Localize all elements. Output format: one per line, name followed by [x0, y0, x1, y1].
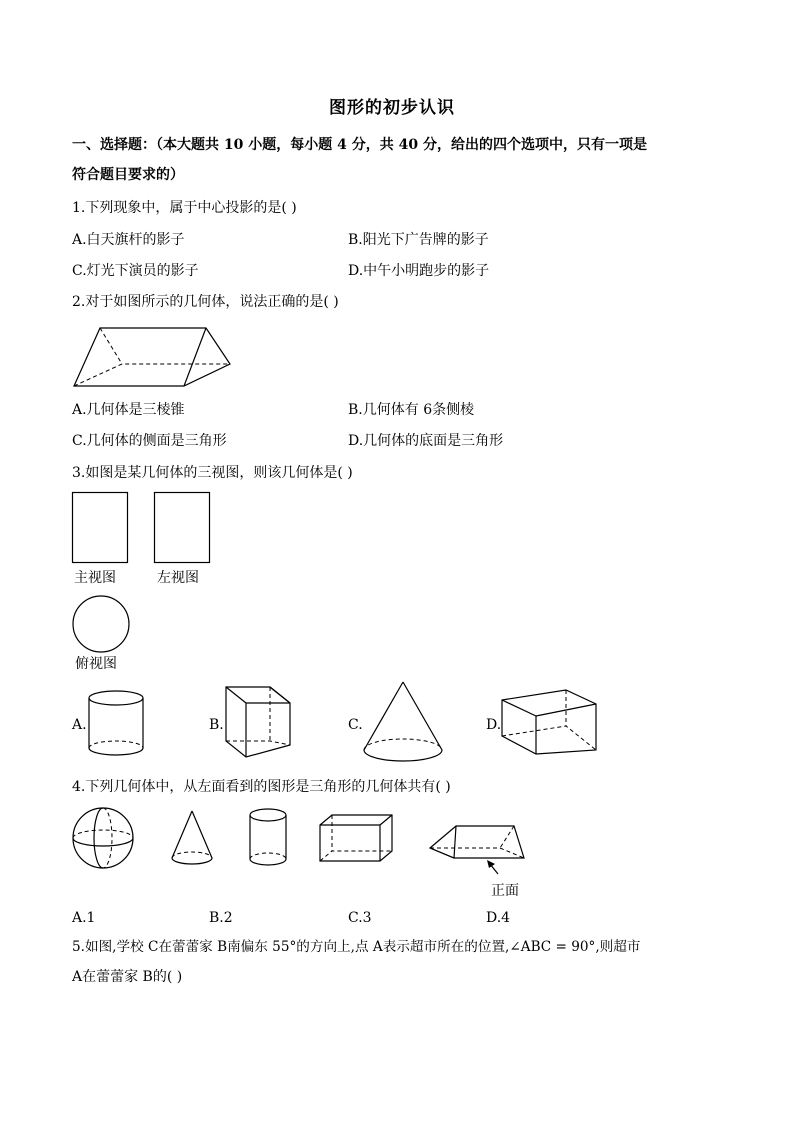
- question-1-option-d: D.中午小明跑步的影子: [348, 263, 490, 279]
- question-2-option-c: C.几何体的侧面是三角形: [72, 433, 227, 449]
- cuboid-icon: [316, 811, 396, 865]
- question-4-option-b: B.2: [209, 910, 233, 926]
- question-3-option-b-label: B.: [209, 717, 224, 733]
- question-3-option-a-label: A.: [72, 717, 87, 733]
- section-heading-line2: 符合题目要求的）: [72, 167, 184, 183]
- top-view-label: 俯视图: [75, 656, 117, 672]
- triangular-prism-figure: [70, 322, 236, 390]
- question-1-option-c: C.灯光下演员的影子: [72, 263, 199, 279]
- question-4-stem: 4.下列几何体中，从左面看到的图形是三角形的几何体共有( ): [72, 779, 451, 795]
- left-view-label: 左视图: [157, 570, 199, 586]
- cylinder-icon: [85, 688, 147, 760]
- page-title: 图形的初步认识: [329, 98, 455, 118]
- top-view-circle: [70, 594, 132, 656]
- question-2-stem: 2.对于如图所示的几何体，说法正确的是( ): [72, 294, 339, 310]
- front-view-rectangle: [71, 491, 131, 565]
- question-4-option-a: A.1: [72, 910, 96, 926]
- question-1-stem: 1.下列现象中，属于中心投影的是( ): [72, 200, 297, 216]
- question-1-option-a: A.白天旗杆的影子: [72, 232, 185, 248]
- question-2-option-b: B.几何体有 6条侧棱: [348, 402, 475, 418]
- question-4-option-c: C.3: [348, 910, 372, 926]
- question-1-option-b: B.阳光下广告牌的影子: [348, 232, 489, 248]
- cone-small-icon: [168, 808, 216, 870]
- cylinder-small-icon: [246, 806, 290, 870]
- cone-icon: [360, 678, 446, 768]
- question-5-line1: 5.如图,学校 C在蕾蕾家 B南偏东 55°的方向上,点 A表示超市所在的位置,∠ABC = 90°,则超市: [72, 939, 641, 955]
- lying-triangular-prism-icon: [426, 822, 530, 878]
- question-2-option-d: D.几何体的底面是三角形: [348, 433, 504, 449]
- question-4-option-d: D.4: [486, 910, 511, 926]
- question-5-line2: A在蕾蕾家 B的( ): [72, 969, 183, 985]
- question-2-option-a: A.几何体是三棱锥: [72, 402, 185, 418]
- question-3-option-c-label: C.: [348, 717, 363, 733]
- front-direction-label: 正面: [491, 883, 519, 899]
- left-view-rectangle: [153, 491, 213, 565]
- front-view-label: 主视图: [74, 570, 116, 586]
- triangular-prism-upright-icon: [222, 683, 294, 761]
- question-3-option-d-label: D.: [486, 717, 502, 733]
- section-heading-line1: 一、选择题：（本大题共 10 小题，每小题 4 分，共 40 分，给出的四个选项中，只有一项是: [72, 137, 647, 153]
- question-3-stem: 3.如图是某几何体的三视图，则该几何体是( ): [72, 465, 353, 481]
- sphere-icon: [70, 806, 136, 870]
- rectangular-box-icon: [498, 688, 600, 756]
